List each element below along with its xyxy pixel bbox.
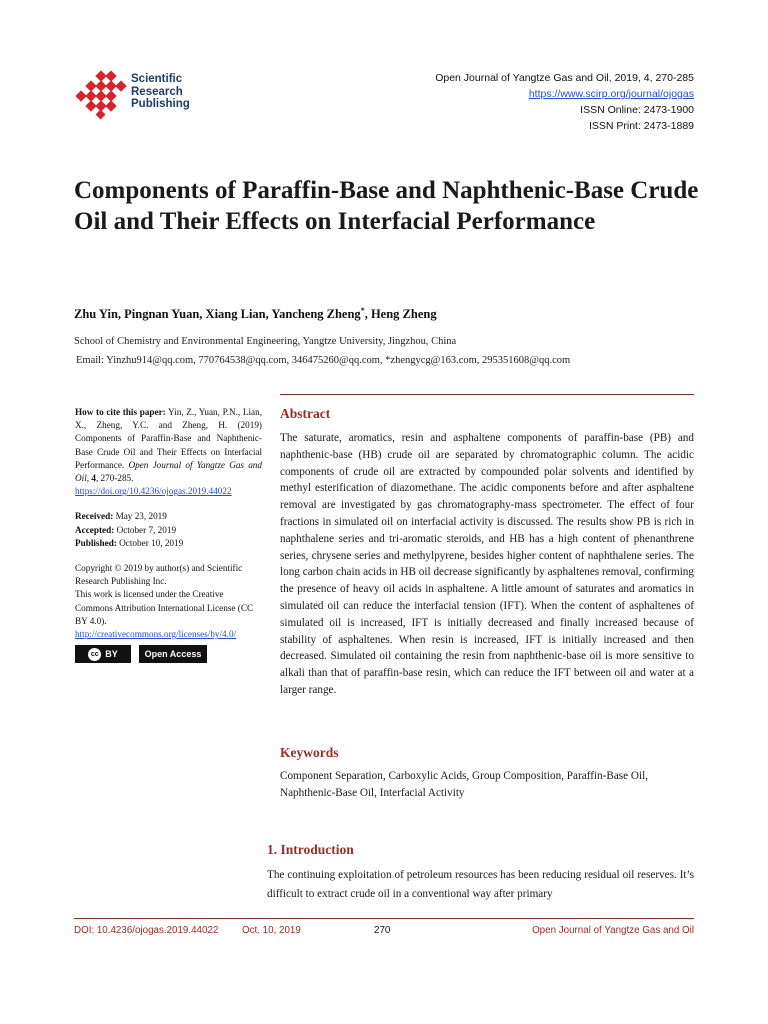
publisher-logo-icon [75,70,129,120]
cite-pages: , 270-285. [95,473,134,484]
publisher-logo [75,70,200,120]
publisher-name-line2: Research [131,85,183,98]
license-block [75,562,262,663]
abstract-heading: Abstract [280,406,331,421]
introduction-text: The continuing exploitation of petroleum resources has been reducing residual oil reserves. It’s difficult to extract crude oil in a conventional way after primary [267,869,694,900]
license-badges [75,645,262,663]
cite-label: How to cite this paper: [75,407,166,417]
keywords-heading: Keywords [280,745,339,760]
received-label: Received: [75,511,114,522]
abstract-divider [280,394,694,395]
journal-url-link[interactable]: https://www.scirp.org/journal/ojogas [528,88,694,100]
accepted-date [75,524,262,537]
publisher-name-line1: Scientific [131,73,183,85]
open-access-badge[interactable]: Open Access [139,645,207,663]
cc-by-label: BY [105,648,118,659]
footer-date: Oct. 10, 2019 [242,925,301,936]
abstract-text: The saturate, aromatics, resin and asphaltene components of paraffin-base (PB) and naphthenic-base (HB) crude oil are separated by chromatographic column. The acidic components of crude oil are extracted by compounded polar solvents and identified by methyl esterification of diazomethane. The acidic components before and after asphaltene removal are investigated by gas chromatography-mass spectrometer. The effect of four fractions in simulated oil on interfacial activity is discussed. The results show PB is rich in naphthalene series and tri-aromatic steroids, and HB has a high content of phenanthrene series, chrysene series and methylpyrene, besides higher content of naphthalene series. The long carbon chain acids in HB oil decrease significantly by asphaltenes removal, confirming the presence of heavy oil acids in asphaltene. A little amount of saturates and aromatics in simulated oil can reduce the interfacial tension (IFT). When the content of asphaltenes of simulated oil is increased, IFT is initially decreased and finally increased because of stability of asphaltenes. When resin is increased, IFT is initially increased and then decreased. Simulated oil containing the resin from naphthenic-base oil is more sensitive to alkali than that of paraffin-base resin, which can reduce the IFT between oil and water at a larger range. [280,432,694,696]
copyright-text: Copyright © 2019 by author(s) and Scientific Research Publishing Inc. [75,563,243,587]
published-value: October 10, 2019 [116,537,184,548]
license-url-link[interactable]: http://creativecommons.org/licenses/by/4.0/ [75,629,237,640]
received-date [75,510,262,523]
issn-print: ISSN Print: 2473-1889 [588,120,694,132]
footer-divider [74,918,694,919]
introduction-heading: 1. Introduction [267,842,354,857]
page-number: 270 [374,925,391,936]
journal-citation: Open Journal of Yangtze Gas and Oil, 2019, 4, 270-285 [435,72,694,84]
footer-journal: Open Journal of Yangtze Gas and Oil [532,925,694,936]
sidebar [75,406,262,663]
cite-sep: , [86,473,92,484]
keywords-text: Component Separation, Carboxylic Acids, Group Composition, Paraffin-Base Oil, Naphthenic-Base Oil, Interfacial Activity [280,770,649,799]
article-title: Components of Paraffin-Base and Naphthenic-Base Crude Oil and Their Effects on Interfacial Performance [74,177,699,235]
received-value: May 23, 2019 [113,511,167,522]
footer-doi[interactable]: DOI: 10.4236/ojogas.2019.44022 [74,925,219,936]
published-label: Published: [75,537,117,548]
journal-info [435,70,694,134]
publisher-name-line3: Publishing [131,98,190,110]
accepted-label: Accepted: [75,524,115,535]
how-to-cite [75,406,262,498]
cc-by-badge[interactable] [75,645,131,663]
authors-list: Zhu Yin, Pingnan Yuan, Xiang Lian, Yancheng Zheng [74,307,361,322]
cite-doi-link[interactable]: https://doi.org/10.4236/ojogas.2019.44022 [75,486,232,497]
authors-list-end: , Heng Zheng [364,307,437,322]
published-date [75,537,262,550]
cite-text: Yin, Z., Yuan, P.N., Lian, X., Zheng, Y.C. and Zheng, H. (2019) Components of Paraffin-Base and Naphthenic-Base Crude Oil and Their Effects on Interfacial Performance. [75,407,262,470]
cc-icon: cc [88,648,101,661]
page-footer [74,925,694,941]
corresponding-author-mark: * [360,306,365,315]
affiliation: School of Chemistry and Environmental Engineering, Yangtze University, Jingzhou, China [74,336,457,347]
author-emails: Email: Yinzhu914@qq.com, 770764538@qq.com, 346475260@qq.com, *zhengycg@163.com, 295351608@qq.com [76,355,571,366]
publisher-name [131,73,190,111]
issn-online: ISSN Online: 2473-1900 [580,104,694,116]
accepted-value: October 7, 2019 [114,524,177,535]
license-text: This work is licensed under the Creative Commons Attribution International License (CC BY 4.0). [75,589,254,626]
cite-journal: Open Journal of Yangtze Gas and Oil [75,459,262,484]
cite-volume: 4 [91,473,96,484]
article-dates [75,510,262,550]
article-authors [74,306,437,322]
